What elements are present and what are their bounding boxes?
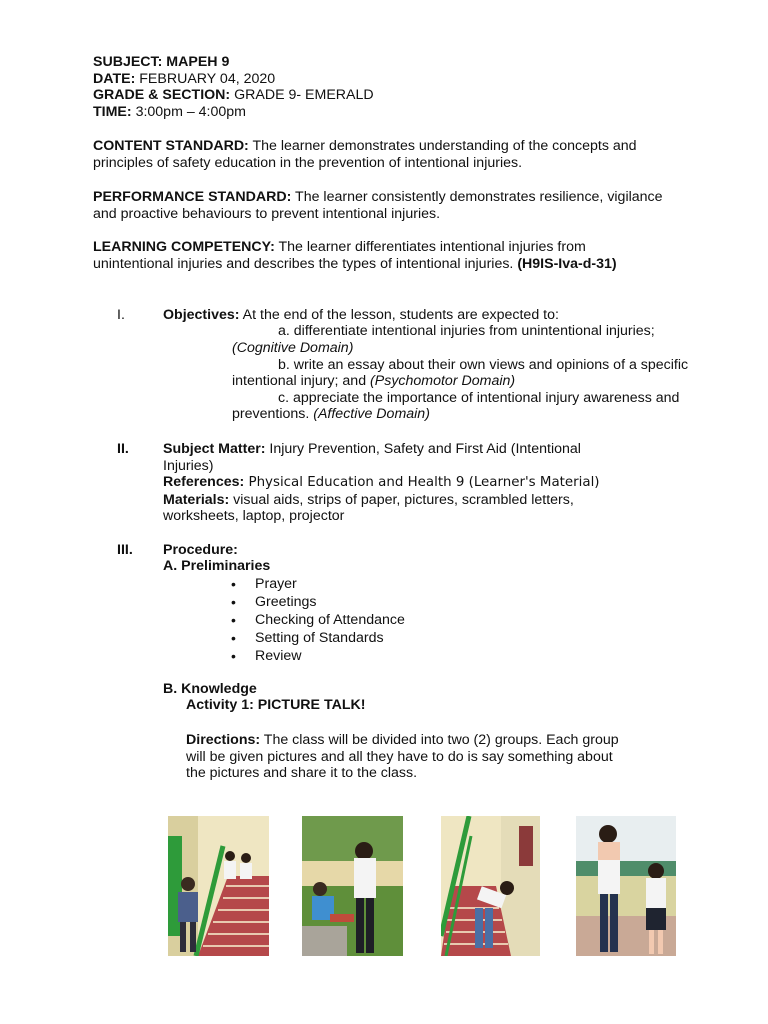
photo-two-people	[576, 816, 676, 956]
grade-line: GRADE & SECTION: GRADE 9- EMERALD	[93, 87, 374, 104]
objective-c-line2: preventions. (Affective Domain)	[232, 406, 430, 422]
objective-a-domain: (Cognitive Domain)	[232, 340, 354, 356]
procedure-numeral: III.	[117, 542, 133, 558]
subject-line: SUBJECT: MAPEH 9	[93, 54, 230, 70]
objective-b-line2: intentional injury; and (Psychomotor Domain)	[232, 373, 516, 389]
header-block	[93, 54, 683, 120]
list-item: • Checking of Attendance	[231, 611, 405, 629]
subject-matter-block: Subject Matter: Injury Prevention, Safety and First Aid (Intentional Injuries) References: Physical Education and Health 9 (Learner's Material) Materials: visual aids, strips of paper, pictures, scrambled letters, worksheets, laptop, projector	[163, 441, 600, 525]
list-item: • Greetings	[231, 593, 405, 611]
list-item: • Review	[231, 647, 405, 665]
objective-c-line1: c. appreciate the importance of intentional injury awareness and	[278, 390, 680, 406]
time-line: TIME: 3:00pm – 4:00pm	[93, 103, 246, 120]
photo-stairs-fall	[441, 816, 540, 956]
content-standard: CONTENT STANDARD: The learner demonstrates understanding of the concepts and principles of safety education in the prevention of intentional injuries.	[93, 138, 637, 171]
performance-standard: PERFORMANCE STANDARD: The learner consistently demonstrates resilience, vigilance and proactive behaviours to prevent intentional injuries.	[93, 189, 663, 222]
objective-a: a. differentiate intentional injuries from unintentional injuries;	[278, 323, 655, 339]
photo-outdoor-help	[302, 816, 403, 956]
date-line: DATE: FEBRUARY 04, 2020	[93, 70, 276, 87]
objectives-intro: Objectives: At the end of the lesson, students are expected to:	[163, 307, 559, 323]
objective-b-line1: b. write an essay about their own views and opinions of a specific	[278, 357, 689, 373]
knowledge-heading: B. Knowledge	[163, 681, 257, 697]
learning-competency: LEARNING COMPETENCY: The learner differentiates intentional injuries from unintentional injuries and describes the types of intentional injuries. (H9IS-Iva-d-31)	[93, 239, 617, 272]
objectives-numeral: I.	[117, 307, 125, 323]
materials-line: Materials: visual aids, strips of paper, pictures, scrambled letters,	[163, 491, 574, 508]
preliminaries-heading: A. Preliminaries	[163, 558, 271, 574]
references-line: References: Physical Education and Health 9 (Learner's Material)	[163, 474, 600, 491]
list-item: • Prayer	[231, 575, 405, 593]
activity-title: Activity 1: PICTURE TALK!	[186, 697, 366, 713]
preliminaries-list	[231, 575, 405, 665]
list-item: • Setting of Standards	[231, 629, 405, 647]
directions: Directions: The class will be divided into two (2) groups. Each group will be given pictures and all they have to do is say something about the pictures and share it to the class.	[186, 732, 619, 782]
photo-stairs-walking	[168, 816, 269, 956]
subject-matter-numeral: II.	[117, 441, 129, 457]
procedure-label: Procedure:	[163, 542, 238, 558]
